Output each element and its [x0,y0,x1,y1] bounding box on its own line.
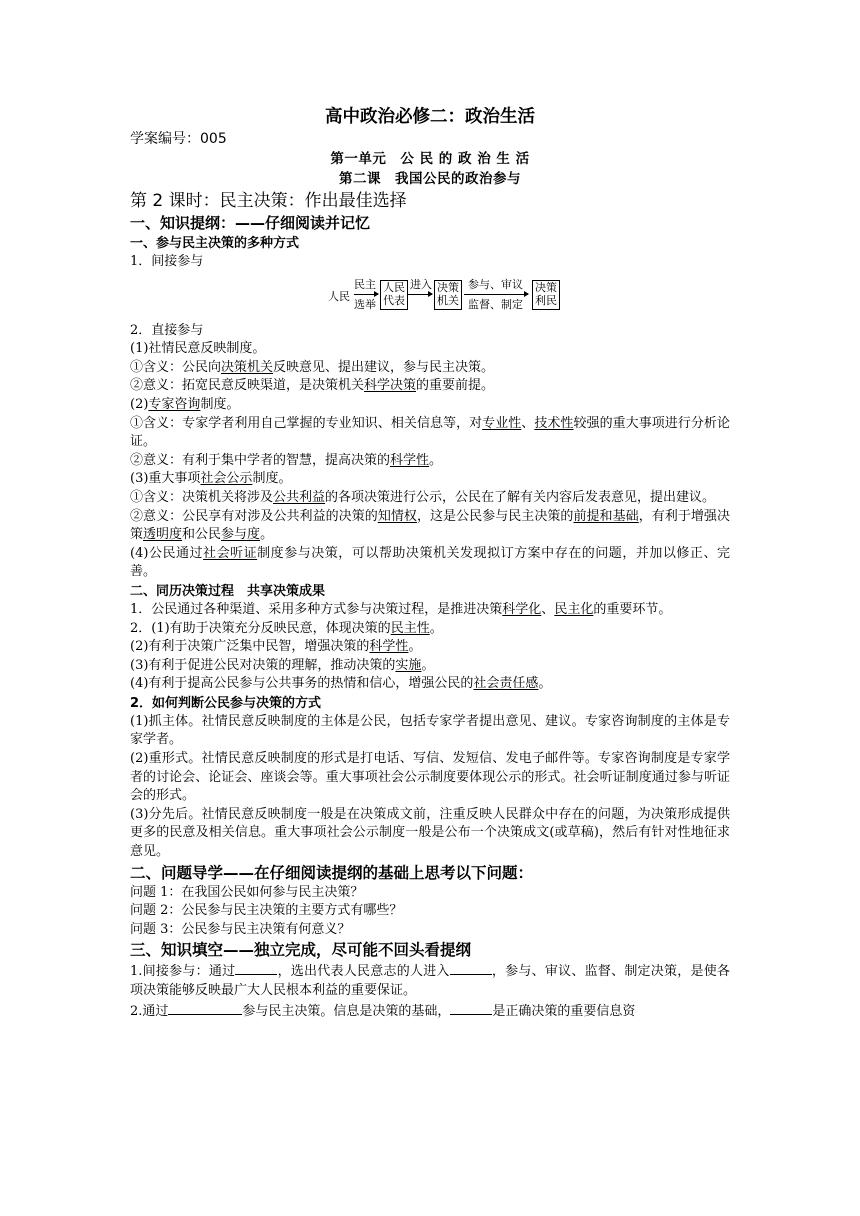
diagram-box-representatives: 人民代表 [380,280,408,310]
fill-2: 2.通过 参与民主决策。信息是决策的基础， 是正确决策的重要信息资 [130,1001,730,1022]
unit-title: 第一单元 公 民 的 政 治 生 活 [330,151,530,167]
line-3: ②意义：拓宽民意反映渠道，是决策机关科学决策的重要前提。 [130,378,495,394]
question-2: 问题 2：公民参与民主决策的主要方式有哪些？ [130,903,403,919]
line-8: ①含义：决策机关将涉及公共利益的各项决策进行公示，公民在了解有关内容后发表意见，提出建议。 [130,489,716,505]
subheading-process: 二、同历决策过程 共享决策成果 [130,583,326,599]
diagram-step2: 进入 [410,277,432,291]
line-6: ②意义：有利于集中学者的智慧，提高决策的科学性。 [130,452,443,468]
fill-blank[interactable] [450,1001,492,1015]
diagram-arrow-1 [354,294,378,295]
diagram-arrow-2 [408,294,432,295]
diagram-arrow-3 [464,294,528,295]
diagram-step1-top: 民主 [354,277,376,291]
line-7: (3)重大事项社会公示制度。 [130,471,292,487]
subheading-methods: 一、参与民主决策的多种方式 [130,236,300,251]
section-heading-outline: 一、知识提纲：——仔细阅读并记忆 [130,214,371,232]
meaning-3: (2)有利于决策广泛集中民智，增强决策的科学性。 [130,639,422,655]
judge-2: (2)重形式。社情民意反映制度的形式是打电话、写信、发短信、发电子邮件等。专家咨询制度是专家学者的讨论会、论证会、座谈会等。重大事项社会公示制度要体现公示的形式。社会听证制度通过参与听证会的形式。 [130,751,730,804]
section-heading-questions: 二、问题导学——在仔细阅读提纲的基础上思考以下问题： [130,863,534,882]
meaning-5: (4)有利于提高公民参与公共事务的热情和信心，增强公民的社会责任感。 [130,676,552,692]
lesson-title: 第 2 课时：民主决策：作出最佳选择 [130,191,407,211]
diagram-start-people: 人民 [328,289,350,303]
line-10: (4)公民通过社会听证制度参与决策，可以帮助决策机关发现拟订方案中存在的问题，并加以修正、完善。 [130,545,730,580]
diagram-box-benefit: 决策利民 [532,280,560,310]
line-4: (2)专家咨询制度。 [130,396,240,412]
fill-1: 1.间接参与：通过 ，选出代表人民意志的人进入 ，参与、审议、监督、制定决策，是使各项决策能够反映最广大人民根本利益的重要保证。 [130,961,730,1000]
fill-blank[interactable] [450,961,492,975]
diagram-step1-bottom: 选举 [354,297,376,311]
diagram-step3-top: 参与、审议 [468,277,523,291]
case-number: 学案编号：005 [130,131,227,147]
fill-blank[interactable] [235,961,277,975]
lesson-group-title: 第二课 我国公民的政治参与 [339,171,521,187]
meaning-4: (3)有利于促进公民对决策的理解，推动决策的实施。 [130,657,435,673]
judge-1: (1)抓主体。社情民意反映制度的主体是公民，包括专家学者提出意见、建议。专家咨询制度的主体是专家学者。 [130,713,730,748]
meaning-2: 2．(1)有助于决策充分反映民意，体现决策的民主性。 [130,620,443,636]
section-heading-fill: 三、知识填空——独立完成，尽可能不回头看提纲 [130,941,472,960]
page-title: 高中政治必修二：政治生活 [325,107,535,127]
indirect-participation-diagram [130,274,730,318]
item-direct: 2．直接参与 [130,322,204,338]
item-indirect: 1．间接参与 [130,254,204,269]
document-page [130,100,730,1021]
line-2: ①含义：公民向决策机关反映意见、提出建议，参与民主决策。 [130,359,495,375]
judge-3: (3)分先后。社情民意反映制度一般是在决策成文前，注重反映人民群众中存在的问题，为决策形成提供更多的民意及相关信息。重大事项社会公示制度一般是公布一个决策成文(或草稿)，然后有针对性地征求意见。 [130,806,730,860]
line-5: ①含义：专家学者利用自己掌握的专业知识、相关信息等，对专业性、技术性较强的重大事项进行分析论证。 [130,415,730,450]
subheading-judge: 2．如何判断公民参与决策的方式 [130,695,322,711]
diagram-box-decision-body: 决策机关 [434,280,462,310]
fill-blank[interactable] [168,1001,242,1015]
line-9: ②意义：公民享有对涉及公共利益的决策的知情权，这是公民参与民主决策的前提和基础，有利于增强决策透明度和公民参与度。 [130,508,730,543]
question-1: 问题 1：在我国公民如何参与民主决策？ [130,884,364,900]
question-3: 问题 3：公民参与民主决策有何意义？ [130,921,351,937]
diagram-step3-bottom: 监督、制定 [468,297,523,311]
line-1: (1)社情民意反映制度。 [130,341,266,357]
meaning-1: 1．公民通过各种渠道、采用多种方式参与决策过程，是推进决策科学化、民主化的重要环节。 [130,601,672,617]
